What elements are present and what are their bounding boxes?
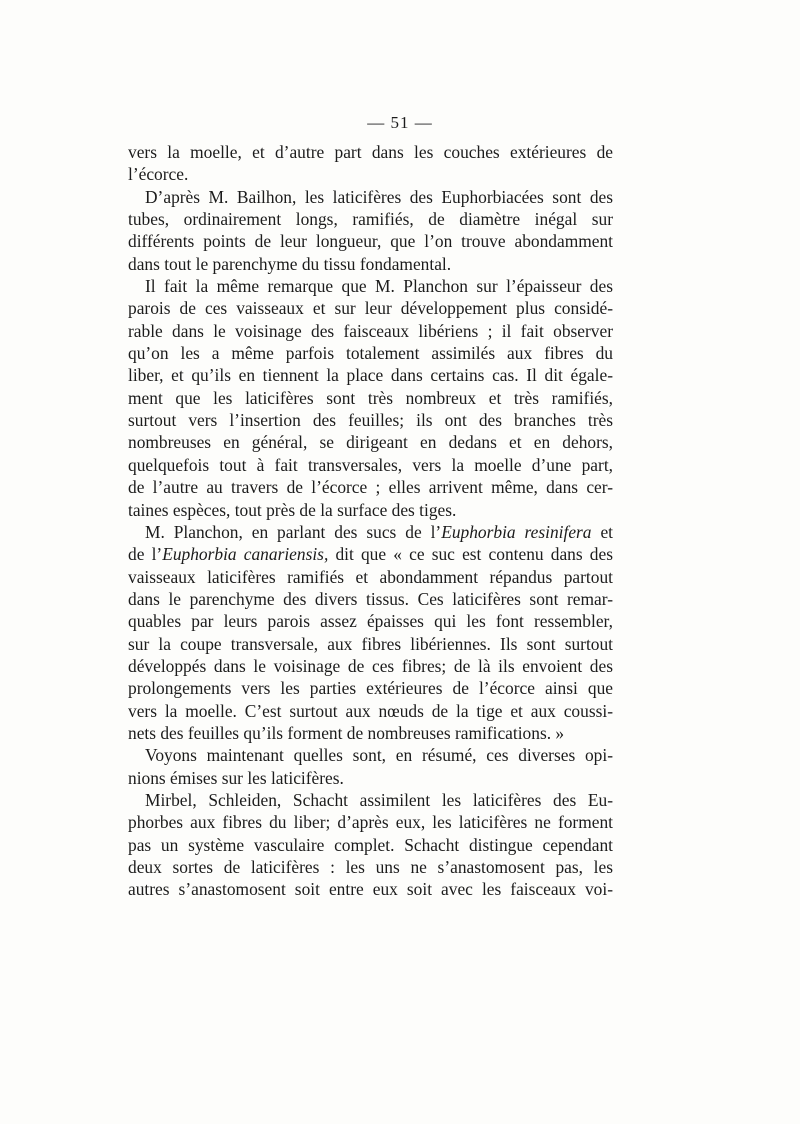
text-line: vers la moelle, et d’autre part dans les couches extérieures de bbox=[128, 142, 613, 162]
text-line: prolongements vers les parties extérieures de l’écorce ainsi que bbox=[128, 678, 613, 699]
text-line: dans le parenchyme des divers tissus. Ces laticifères sont remar- bbox=[128, 588, 613, 609]
text-line: rable dans le voisinage des faisceaux libériens ; il fait observer bbox=[128, 320, 613, 341]
text-line: développés dans le voisinage de ces fibres; de là ils envoient des bbox=[128, 655, 613, 676]
text-segment: de l’ bbox=[128, 544, 163, 565]
text-line: vaisseaux laticifères ramifiés et abondamment répandus partout bbox=[128, 566, 613, 587]
text-line: nets des feuilles qu’ils forment de nombreuses ramifications. » bbox=[128, 722, 565, 743]
italic-species-name: Euphorbia canariensis, bbox=[162, 544, 329, 565]
text-segment: dit que « ce suc est contenu dans des bbox=[328, 544, 613, 565]
text-line: tubes, ordinairement longs, ramifiés, de diamètre inégal sur bbox=[128, 209, 613, 230]
text-line: Voyons maintenant quelles sont, en résumé, ces diverses opi- bbox=[145, 745, 613, 766]
text-line: pas un système vasculaire complet. Schacht distingue cependant bbox=[128, 834, 613, 855]
text-line: liber, et qu’ils en tiennent la place dans certains cas. Il dit égale- bbox=[128, 365, 613, 386]
text-line: de l’autre au travers de l’écorce ; elles arrivent même, dans cer- bbox=[128, 477, 613, 498]
text-line: différents points de leur longueur, que l’on trouve abondamment bbox=[128, 231, 613, 252]
text-line: dans tout le parenchyme du tissu fondamental. bbox=[128, 253, 452, 274]
text-line: qu’on les a même parfois totalement assimilés aux fibres du bbox=[128, 343, 613, 364]
text-line: quelquefois tout à fait transversales, vers la moelle d’une part, bbox=[128, 454, 613, 475]
text-line: deux sortes de laticifères : les uns ne s’anastomosent pas, les bbox=[128, 857, 613, 877]
page-number: — 51 — bbox=[367, 113, 433, 132]
text-segment: M. Planchon, en parlant des sucs de l’ bbox=[145, 521, 442, 542]
text-line: Mirbel, Schleiden, Schacht assimilent les laticifères des Eu- bbox=[145, 789, 613, 810]
text-line bbox=[128, 521, 613, 543]
italic-species-name: Euphorbia resinifera bbox=[441, 521, 592, 542]
text-line: phorbes aux fibres du liber; d’après eux, les laticifères ne forment bbox=[128, 812, 613, 833]
text-line: autres s’anastomosent soit entre eux soit avec les faisceaux voi- bbox=[128, 879, 613, 900]
text-line: sur la coupe transversale, aux fibres libériennes. Ils sont surtout bbox=[128, 633, 613, 654]
text-segment: et bbox=[591, 521, 613, 542]
text-line: l’écorce. bbox=[128, 164, 189, 185]
text-line: D’après M. Bailhon, les laticifères des Euphorbiacées sont des bbox=[145, 186, 613, 207]
text-line: surtout vers l’insertion des feuilles; ils ont des branches très bbox=[128, 410, 613, 431]
text-line: nombreuses en général, se dirigeant en dedans et en dehors, bbox=[128, 432, 613, 453]
text-line: vers la moelle. C’est surtout aux nœuds de la tige et aux coussi- bbox=[128, 700, 613, 721]
text-line bbox=[128, 543, 613, 565]
text-line: ment que les laticifères sont très nombreux et très ramifiés, bbox=[128, 387, 613, 408]
body-text bbox=[128, 141, 613, 901]
text-line: nions émises sur les laticifères. bbox=[128, 767, 344, 788]
text-line: Il fait la même remarque que M. Planchon sur l’épaisseur des bbox=[145, 276, 613, 297]
text-line: quables par leurs parois assez épaisses qui les font ressembler, bbox=[128, 611, 613, 632]
text-line: parois de ces vaisseaux et sur leur développement plus considé- bbox=[128, 298, 613, 319]
text-line: taines espèces, tout près de la surface des tiges. bbox=[128, 499, 457, 520]
